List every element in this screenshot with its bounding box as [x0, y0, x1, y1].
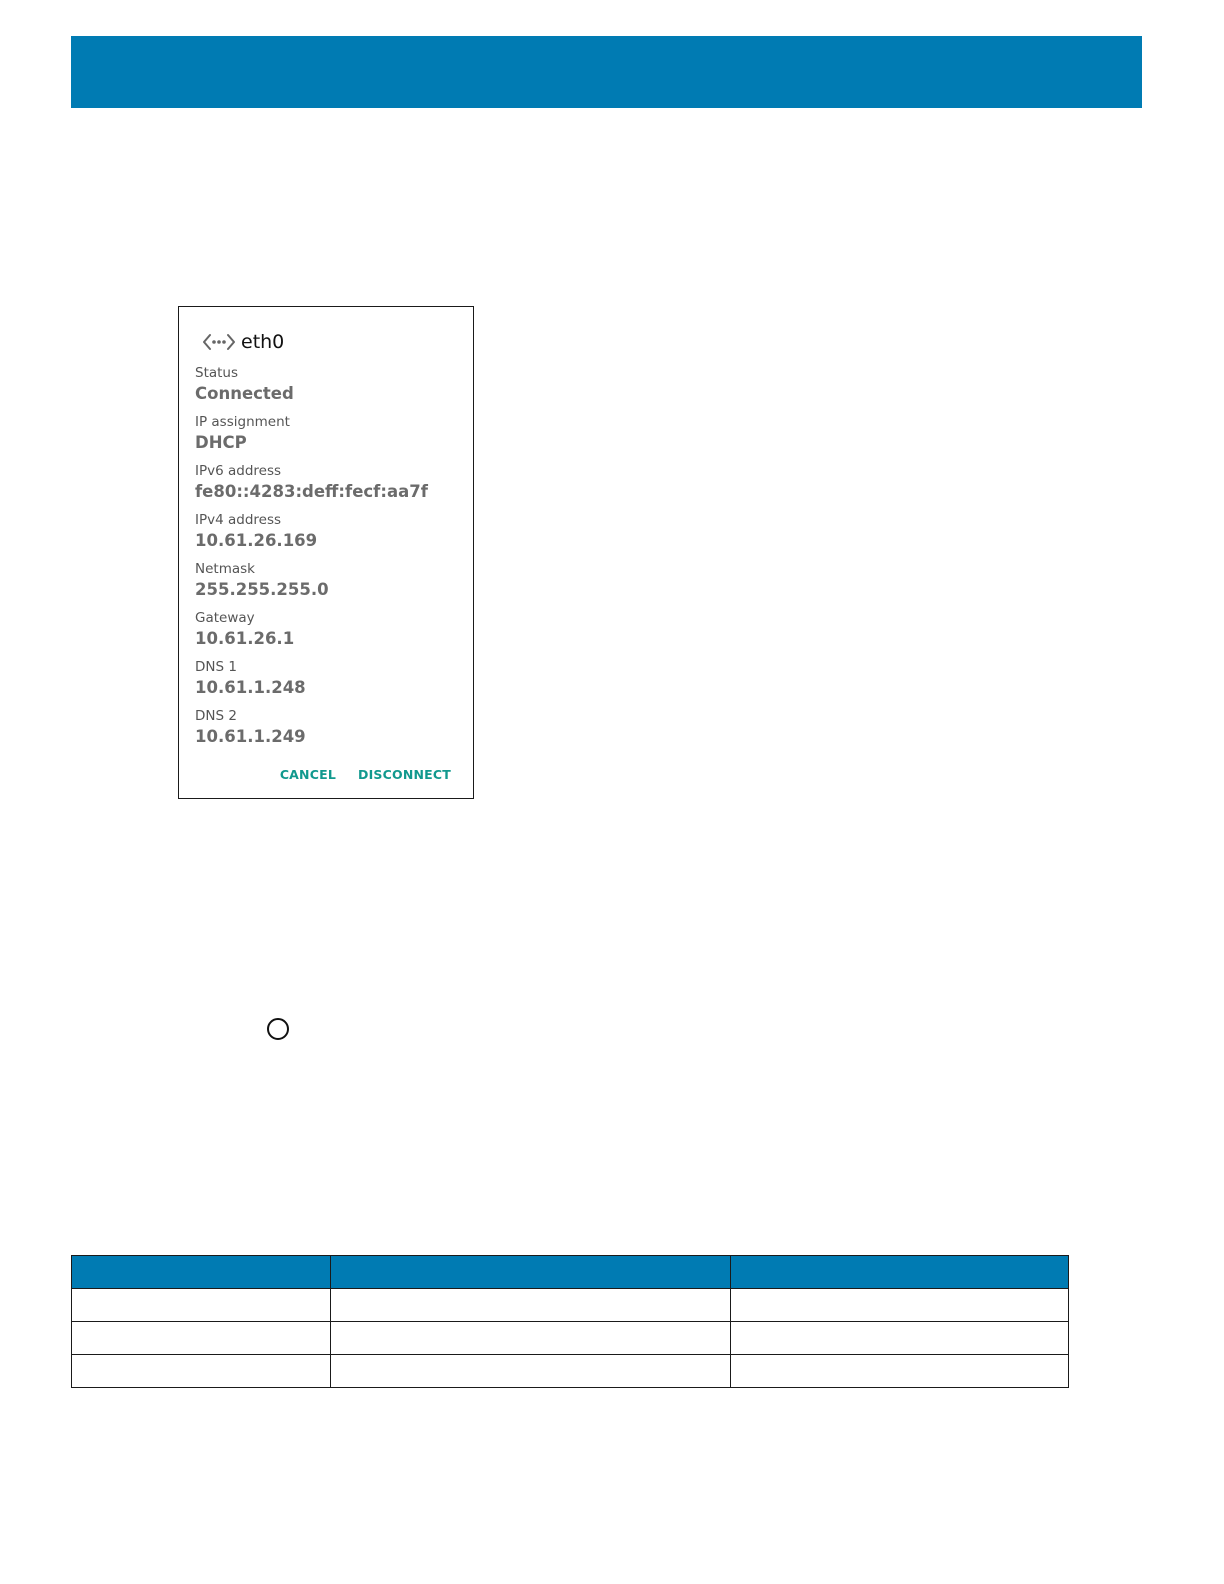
- info-table: [71, 1255, 1069, 1388]
- dialog-title-text: eth0: [241, 331, 285, 353]
- dns1-field: [195, 659, 306, 698]
- table-row: [72, 1322, 1069, 1355]
- dns2-value: 10.61.1.249: [195, 727, 306, 746]
- table-header-cell: [72, 1256, 331, 1289]
- ipv6-address-field: [195, 463, 428, 502]
- table-header-row: [72, 1256, 1069, 1289]
- table-cell: [731, 1289, 1069, 1322]
- table-cell: [72, 1289, 331, 1322]
- circle-home-icon: [267, 1018, 289, 1040]
- gateway-field: [195, 610, 294, 649]
- table-cell: [330, 1322, 730, 1355]
- ipv6-address-value: fe80::4283:deff:fecf:aa7f: [195, 482, 428, 501]
- table-header-cell: [330, 1256, 730, 1289]
- cancel-button[interactable]: CANCEL: [279, 767, 336, 782]
- table-cell: [72, 1322, 331, 1355]
- status-field: [195, 365, 294, 404]
- table-row: [72, 1355, 1069, 1388]
- dialog-title: [203, 329, 284, 355]
- netmask-label: Netmask: [195, 561, 255, 577]
- table-cell: [72, 1355, 331, 1388]
- dns2-field: [195, 708, 306, 747]
- ip-assignment-value: DHCP: [195, 433, 247, 452]
- ipv4-address-value: 10.61.26.169: [195, 531, 318, 550]
- dns2-label: DNS 2: [195, 708, 237, 724]
- ipv4-address-label: IPv4 address: [195, 512, 282, 528]
- netmask-field: [195, 561, 329, 600]
- dialog-actions: [280, 767, 451, 782]
- ipv6-address-label: IPv6 address: [195, 463, 282, 479]
- ip-assignment-label: IP assignment: [195, 414, 290, 430]
- table-cell: [731, 1355, 1069, 1388]
- netmask-value: 255.255.255.0: [195, 580, 329, 599]
- status-label: Status: [195, 365, 239, 381]
- gateway-label: Gateway: [195, 610, 255, 626]
- table-cell: [731, 1322, 1069, 1355]
- ethernet-icon: [203, 332, 235, 352]
- gateway-value: 10.61.26.1: [195, 629, 295, 648]
- table-header-cell: [731, 1256, 1069, 1289]
- ip-assignment-field: [195, 414, 290, 453]
- table-cell: [330, 1289, 730, 1322]
- table-row: [72, 1289, 1069, 1322]
- disconnect-button[interactable]: DISCONNECT: [358, 767, 451, 782]
- dns1-value: 10.61.1.248: [195, 678, 306, 697]
- ipv4-address-field: [195, 512, 317, 551]
- header-band: [71, 36, 1142, 108]
- ethernet-details-dialog: [178, 306, 474, 799]
- dns1-label: DNS 1: [195, 659, 237, 675]
- table-cell: [330, 1355, 730, 1388]
- status-value: Connected: [195, 384, 294, 403]
